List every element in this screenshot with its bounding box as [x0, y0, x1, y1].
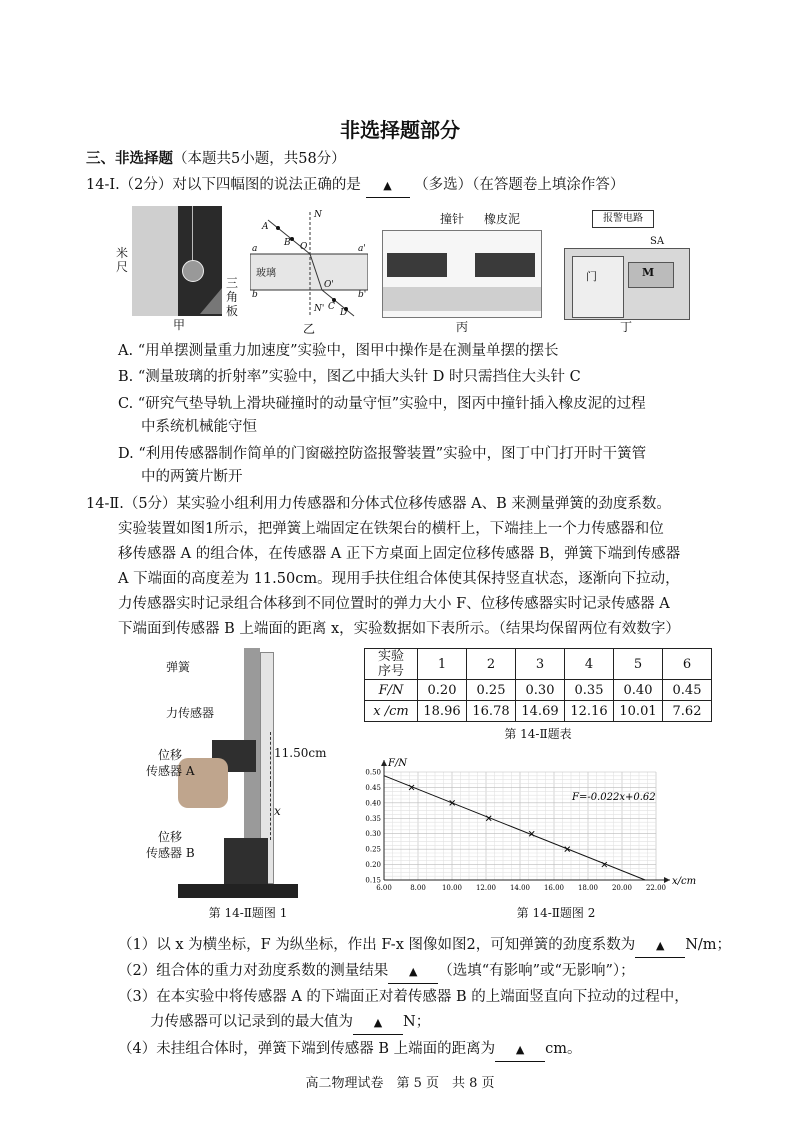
x-tick-label: 18.00 [577, 884, 599, 892]
triangle-ruler [200, 288, 222, 314]
equation-label: F=-0.022x+0.62 [572, 792, 656, 803]
right-slider [475, 253, 535, 277]
question-4 [118, 1038, 581, 1062]
table-cell: 1 [418, 649, 467, 680]
table-cell: 0.20 [418, 680, 467, 701]
label-disp-b-2: 传感器 B [146, 846, 195, 860]
table-cell: 6 [663, 649, 712, 680]
table-cell: 2 [467, 649, 516, 680]
dim-line [270, 784, 272, 840]
question-text: （3）在本实验中将传感器 A 的下端面正对着传感器 B 的上端面竖直向下拉动的过程中， [118, 989, 689, 1005]
table-row-label: F/N [365, 680, 418, 701]
table-cell: 7.62 [663, 701, 712, 722]
q14-2-intro-line: 实验装置如图1所示，把弹簧上端固定在铁架台的横杆上，下端挂上一个力传感器和位 [118, 521, 664, 537]
label-edge-b-prime: b' [358, 290, 367, 300]
label-disp-a-1: 位移 [158, 748, 183, 762]
label-disp-b-1: 位移 [158, 830, 183, 844]
y-tick-label: 0.15 [365, 876, 381, 885]
table-row [365, 701, 712, 722]
x-tick-label: 14.00 [509, 884, 531, 892]
label-c: C [328, 302, 335, 312]
table-cell: 18.96 [418, 701, 467, 722]
page-title: 非选择题部分 [340, 118, 460, 142]
label-d: D [340, 308, 348, 318]
question-3 [118, 986, 689, 1008]
q14-2-intro-line: 下端面到传感器 B 上端面的距离 x，实验数据如下表所示。（结果均保留两位有效数字） [118, 621, 680, 637]
question-3-cont [150, 1011, 430, 1035]
table-cell: 12.16 [565, 701, 614, 722]
question-text: 力传感器可以记录到的最大值为 [150, 1014, 353, 1030]
x-tick-label: 20.00 [611, 884, 633, 892]
dim-line [270, 732, 272, 784]
table-cell: 10.01 [614, 701, 663, 722]
option-d-cont: 中的两簧片断开 [141, 469, 243, 485]
label-b: B [284, 238, 291, 248]
x-tick-label: 10.00 [441, 884, 463, 892]
question-tail: N； [403, 1014, 431, 1030]
label-edge-a-prime: a' [358, 244, 366, 254]
option-d: D. “利用传感器制作简单的门窗磁控防盗报警装置”实验中，图丁中门打开时干簧管 [118, 446, 647, 462]
stand-base [178, 884, 298, 898]
y-tick-label: 0.40 [365, 799, 381, 808]
answer-blank [366, 174, 410, 198]
label-edge-a: a [252, 244, 258, 254]
table-caption: 第 14-Ⅱ题表 [504, 727, 572, 741]
figure-bing [382, 210, 542, 332]
x-tick-label: 22.00 [645, 884, 667, 892]
x-tick-label: 12.00 [475, 884, 497, 892]
label-glass: 玻璃 [256, 268, 276, 279]
section-note: （本题共5小题，共58分） [173, 151, 346, 167]
table-cell: 14.69 [516, 701, 565, 722]
label-edge-b: b [252, 290, 258, 300]
option-c-cont: 中系统机械能守恒 [141, 419, 257, 435]
table-cell: 4 [565, 649, 614, 680]
figure-ding [558, 210, 694, 332]
table-cell: 0.45 [663, 680, 712, 701]
answer-blank [388, 960, 438, 984]
question-text: （2）组合体的重力对劲度系数的测量结果 [118, 963, 389, 979]
label-spring: 弹簧 [166, 660, 191, 674]
option-b: B. “测量玻璃的折射率”实验中，图乙中插大头针 D 时只需挡住大头针 C [118, 369, 581, 385]
y-tick-label: 0.30 [365, 830, 381, 839]
label-disp-a-2: 传感器 A [146, 764, 195, 778]
question-tail: N/m； [685, 937, 732, 953]
section-heading [86, 148, 346, 170]
x-tick-label: 16.00 [543, 884, 565, 892]
answer-mark: ▲ [373, 1016, 383, 1029]
label-n: N [314, 210, 322, 220]
fx-chart [356, 752, 716, 920]
figure-caption: 乙 [302, 322, 315, 336]
section-label: 三、非选择题 [86, 151, 173, 167]
x-axis-label: x/cm [672, 876, 697, 887]
answer-blank [495, 1038, 545, 1062]
y-tick-label: 0.35 [365, 814, 381, 823]
answer-mark: ▲ [655, 939, 665, 952]
label-n-prime: N' [314, 304, 325, 314]
label-force-sensor: 力传感器 [166, 706, 215, 720]
table-row [365, 649, 712, 680]
question-1 [118, 934, 731, 958]
question-text: （1）以 x 为横坐标，F 为纵坐标，作出 F-x 图像如图2，可知弹簧的劲度系数为 [118, 937, 636, 953]
table-cell: 16.78 [467, 701, 516, 722]
table-cell: 0.40 [614, 680, 663, 701]
table-cell: 0.25 [467, 680, 516, 701]
air-track-box [382, 230, 542, 318]
label-m: M [642, 266, 655, 279]
pendulum-string [192, 206, 193, 262]
table-row-label: x /cm [365, 701, 418, 722]
fx-chart-svg [356, 752, 716, 902]
table-row [365, 680, 712, 701]
table-cell: 0.35 [565, 680, 614, 701]
figure-jia [116, 206, 242, 332]
question-text: （4）未挂组合体时，弹簧下端到传感器 B 上端面的距离为 [118, 1041, 496, 1057]
answer-mark: ▲ [409, 965, 418, 978]
alarm-circuit: 报警电路 [592, 210, 654, 228]
figure-caption: 甲 [172, 318, 185, 332]
figure-caption: 丁 [619, 320, 632, 334]
question-tail: cm。 [545, 1041, 582, 1057]
answer-mark: ▲ [383, 179, 392, 192]
pendulum-bob [182, 260, 204, 282]
question-2 [118, 960, 635, 984]
label-door: 门 [586, 270, 597, 283]
q14-2-intro-line: 14-Ⅱ.（5分）某实验小组利用力传感器和分体式位移传感器 A、B 来测量弹簧的劲度系数。 [86, 496, 671, 512]
y-tick-label: 0.45 [365, 783, 381, 792]
air-track [383, 287, 541, 311]
table-cell: 5 [614, 649, 663, 680]
chart-caption: 第 14-Ⅱ题图 2 [516, 906, 596, 920]
label-height: 11.50cm [274, 746, 327, 760]
answer-mark: ▲ [515, 1043, 525, 1056]
figure-caption: 丙 [455, 320, 468, 334]
answer-blank [635, 934, 685, 958]
option-c: C. “研究气垫导轨上滑块碰撞时的动量守恒”实验中，图丙中撞针插入橡皮泥的过程 [118, 396, 646, 412]
q14-1-stem-text: 14-Ⅰ.（2分）对以下四幅图的说法正确的是 [86, 177, 361, 193]
table-cell: 3 [516, 649, 565, 680]
data-table-wrap [364, 648, 712, 742]
label-ruler: 米尺 [116, 246, 129, 274]
y-tick-label: 0.25 [365, 845, 381, 854]
y-tick-label: 0.20 [365, 861, 381, 870]
x-tick-label: 8.00 [410, 884, 426, 892]
label-pin: 撞针 [440, 212, 465, 226]
header-line: 序号 [377, 664, 404, 679]
left-slider [387, 253, 447, 277]
label-triangle: 三角板 [226, 276, 239, 318]
label-a: A [262, 222, 269, 232]
x-tick-label: 6.00 [376, 884, 392, 892]
data-table [364, 648, 712, 722]
answer-blank [353, 1011, 403, 1035]
option-a: A. “用单摆测量重力加速度”实验中，图甲中操作是在测量单摆的摆长 [118, 343, 559, 359]
figure-1-caption: 第 14-Ⅱ题图 1 [208, 906, 288, 920]
label-o: O [300, 242, 308, 252]
figure-yi [250, 208, 368, 336]
q14-2-intro-line: A 下端面的高度差为 11.50cm。现用手扶住组合体使其保持竖直状态，逐渐向下拉动， [118, 571, 680, 587]
header-line: 实验 [377, 649, 404, 664]
q14-2-intro-line: 移传感器 A 的组合体，在传感器 A 正下方桌面上固定位移传感器 B，弹簧下端到传感器 [118, 546, 681, 562]
q14-2-intro-line: 力传感器实时记录组合体移到不同位置时的弹力大小 F、位移传感器实时记录传感器 A [118, 596, 670, 612]
y-axis-label: F/N [388, 758, 408, 769]
q14-1-stem-tail: （多选）（在答题卷上填涂作答） [414, 177, 625, 193]
x-axis-arrow [664, 877, 670, 883]
meter-ruler [132, 206, 178, 316]
figure-1-apparatus [148, 648, 358, 920]
table-cell: 0.30 [516, 680, 565, 701]
y-axis-arrow [381, 760, 387, 766]
door [572, 256, 624, 318]
table-header-cell [365, 649, 418, 680]
y-tick-label: 0.50 [365, 768, 381, 777]
label-x: x [274, 804, 281, 818]
sensor-b-block [224, 838, 268, 886]
question-tail: （选填“有影响”或“无影响”）； [438, 963, 635, 979]
label-o-prime: O' [324, 280, 334, 290]
page-footer: 高二物理试卷 第 5 页 共 8 页 [305, 1076, 495, 1091]
label-clay: 橡皮泥 [484, 212, 521, 226]
label-sa: SA [650, 236, 665, 247]
q14-1-stem [86, 174, 624, 198]
